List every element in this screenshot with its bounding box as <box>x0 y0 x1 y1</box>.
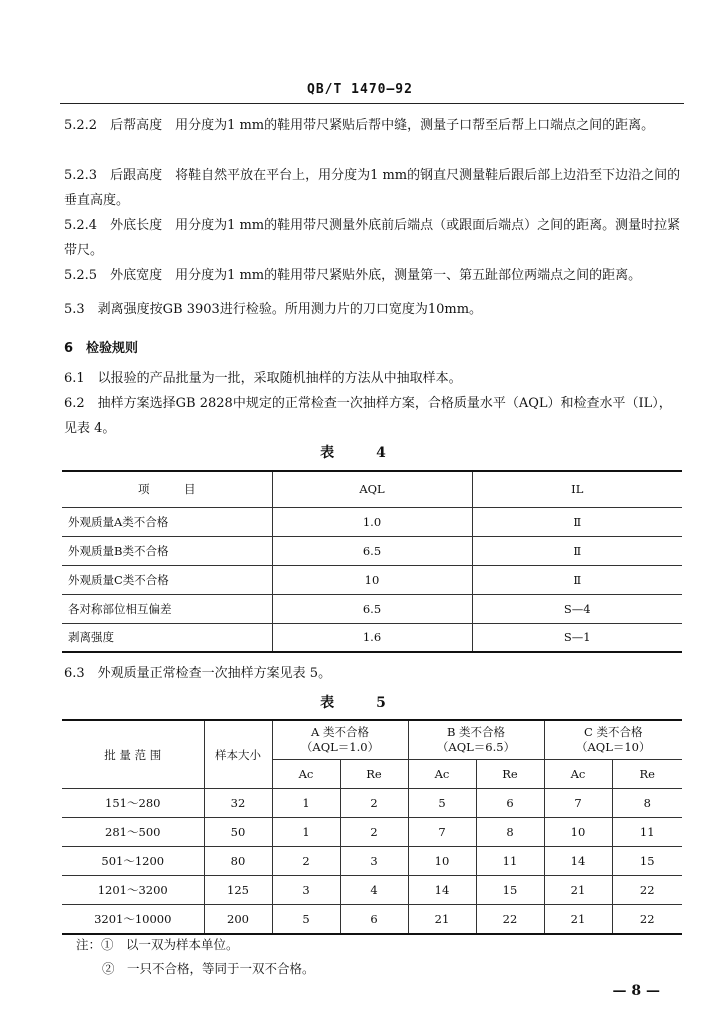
table-cell: 15 <box>476 876 544 905</box>
table-cell: S—4 <box>472 594 682 623</box>
header-ac: Ac <box>272 760 340 789</box>
table-row <box>62 818 682 847</box>
group-a-name: A 类不合格 <box>311 725 369 739</box>
table-cell: 15 <box>612 847 682 876</box>
table-cell: 2 <box>340 818 408 847</box>
header-ac: Ac <box>408 760 476 789</box>
table-cell: 10 <box>544 818 612 847</box>
table-cell: 11 <box>612 818 682 847</box>
table-row <box>62 623 682 652</box>
table-cell: 80 <box>204 847 272 876</box>
table-cell: 6.5 <box>272 536 472 565</box>
para-5-2-3: 5.2.3 后跟高度 将鞋自然平放在平台上，用分度为1 mm的钢直尺测量鞋后跟后部上边沿至下边沿之间的垂直高度。 <box>64 168 681 208</box>
table-cell: 各对称部位相互偏差 <box>62 594 272 623</box>
table-cell: 2 <box>272 847 340 876</box>
table5-header-batch: 批 量 范 围 <box>62 720 204 789</box>
table-cell: 7 <box>544 789 612 818</box>
para-5-3: 5.3 剥离强度按GB 3903进行检验。所用测力片的刀口宽度为10mm。 <box>64 302 483 317</box>
table-cell: 501～1200 <box>62 847 204 876</box>
table-cell: S—1 <box>472 623 682 652</box>
table5-group-a <box>272 720 408 760</box>
header-re: Re <box>612 760 682 789</box>
para-6-3: 6.3 外观质量正常检查一次抽样方案见表 5。 <box>64 666 332 681</box>
para-5-2-2: 5.2.2 后帮高度 用分度为1 mm的鞋用带尺紧贴后帮中缝，测量子口帮至后帮上口端点之间的距离。 <box>64 118 655 133</box>
table5-header-sample: 样本大小 <box>204 720 272 789</box>
note-2: ② 一只不合格，等同于一双不合格。 <box>102 961 315 976</box>
note-1 <box>76 933 315 957</box>
table5-caption: 表 5 <box>320 695 400 711</box>
table-cell: 6 <box>340 905 408 934</box>
table-5 <box>62 719 682 935</box>
table-cell: 6 <box>476 789 544 818</box>
table-cell: 22 <box>612 905 682 934</box>
table-cell: 1.6 <box>272 623 472 652</box>
notes <box>76 933 315 981</box>
document-header: QB/T 1470—92 <box>307 82 413 97</box>
table5-group-c <box>544 720 682 760</box>
table-cell: 4 <box>340 876 408 905</box>
table-cell: 剥离强度 <box>62 623 272 652</box>
table-cell: 14 <box>544 847 612 876</box>
table-row <box>62 876 682 905</box>
page-number: — 8 — <box>612 983 660 999</box>
table-cell: 外观质量B类不合格 <box>62 536 272 565</box>
table-cell: 10 <box>408 847 476 876</box>
table-row <box>62 536 682 565</box>
table4-header-row <box>62 471 682 507</box>
group-a-aql: （AQL＝1.0） <box>300 740 380 754</box>
table-cell: 7 <box>408 818 476 847</box>
header-re: Re <box>476 760 544 789</box>
note-1-text: ① 以一双为样本单位。 <box>101 937 239 952</box>
table-cell: 22 <box>476 905 544 934</box>
table5-header-row-1 <box>62 720 682 760</box>
table-cell: 125 <box>204 876 272 905</box>
table-cell: 200 <box>204 905 272 934</box>
table-cell: 1.0 <box>272 507 472 536</box>
table-row <box>62 789 682 818</box>
table-cell: 3 <box>340 847 408 876</box>
header-ac: Ac <box>544 760 612 789</box>
table-cell: 外观质量A类不合格 <box>62 507 272 536</box>
table4-header-item: 项 目 <box>62 471 272 507</box>
table-cell: 21 <box>544 905 612 934</box>
table-cell: 5 <box>272 905 340 934</box>
table-cell: 151～280 <box>62 789 204 818</box>
table-cell: Ⅱ <box>472 536 682 565</box>
table-cell: 32 <box>204 789 272 818</box>
table-cell: 11 <box>476 847 544 876</box>
table4-header-il: IL <box>472 471 682 507</box>
table-cell: 8 <box>612 789 682 818</box>
table-cell: 外观质量C类不合格 <box>62 565 272 594</box>
para-6-2: 6.2 抽样方案选择GB 2828中规定的正常检查一次抽样方案，合格质量水平（AQL）和检查水平（IL），见表 4。 <box>64 396 672 436</box>
table-cell: 10 <box>272 565 472 594</box>
group-c-aql: （AQL＝10） <box>575 740 651 754</box>
section-6-title: 6 检验规则 <box>64 341 139 356</box>
notes-label: 注： <box>76 937 102 952</box>
table-cell: Ⅱ <box>472 507 682 536</box>
group-b-name: B 类不合格 <box>446 725 506 739</box>
header-rule <box>60 103 684 104</box>
table5-group-b <box>408 720 544 760</box>
table4-caption: 表 4 <box>320 445 400 461</box>
table-cell: 3 <box>272 876 340 905</box>
table-cell: 21 <box>544 876 612 905</box>
table-cell: 1201～3200 <box>62 876 204 905</box>
table-row <box>62 905 682 934</box>
table-cell: 21 <box>408 905 476 934</box>
table-cell: 8 <box>476 818 544 847</box>
para-5-2-4: 5.2.4 外底长度 用分度为1 mm的鞋用带尺测量外底前后端点（或跟面后端点）之间的距离。测量时拉紧带尺。 <box>64 218 681 258</box>
group-b-aql: （AQL＝6.5） <box>436 740 516 754</box>
table-cell: Ⅱ <box>472 565 682 594</box>
table-row <box>62 594 682 623</box>
para-6-1: 6.1 以报验的产品批量为一批，采取随机抽样的方法从中抽取样本。 <box>64 371 462 386</box>
table-cell: 281～500 <box>62 818 204 847</box>
table-cell: 1 <box>272 818 340 847</box>
table-row <box>62 847 682 876</box>
table-cell: 14 <box>408 876 476 905</box>
table-cell: 3201～10000 <box>62 905 204 934</box>
header-re: Re <box>340 760 408 789</box>
group-c-name: C 类不合格 <box>584 725 643 739</box>
para-5-2-5: 5.2.5 外底宽度 用分度为1 mm的鞋用带尺紧贴外底，测量第一、第五趾部位两端点之间的距离。 <box>64 268 642 283</box>
table-row <box>62 565 682 594</box>
table-cell: 6.5 <box>272 594 472 623</box>
table-cell: 1 <box>272 789 340 818</box>
table-cell: 22 <box>612 876 682 905</box>
table-4 <box>62 470 682 653</box>
table4-header-aql: AQL <box>272 471 472 507</box>
table-cell: 5 <box>408 789 476 818</box>
table-cell: 2 <box>340 789 408 818</box>
table-cell: 50 <box>204 818 272 847</box>
table-row <box>62 507 682 536</box>
